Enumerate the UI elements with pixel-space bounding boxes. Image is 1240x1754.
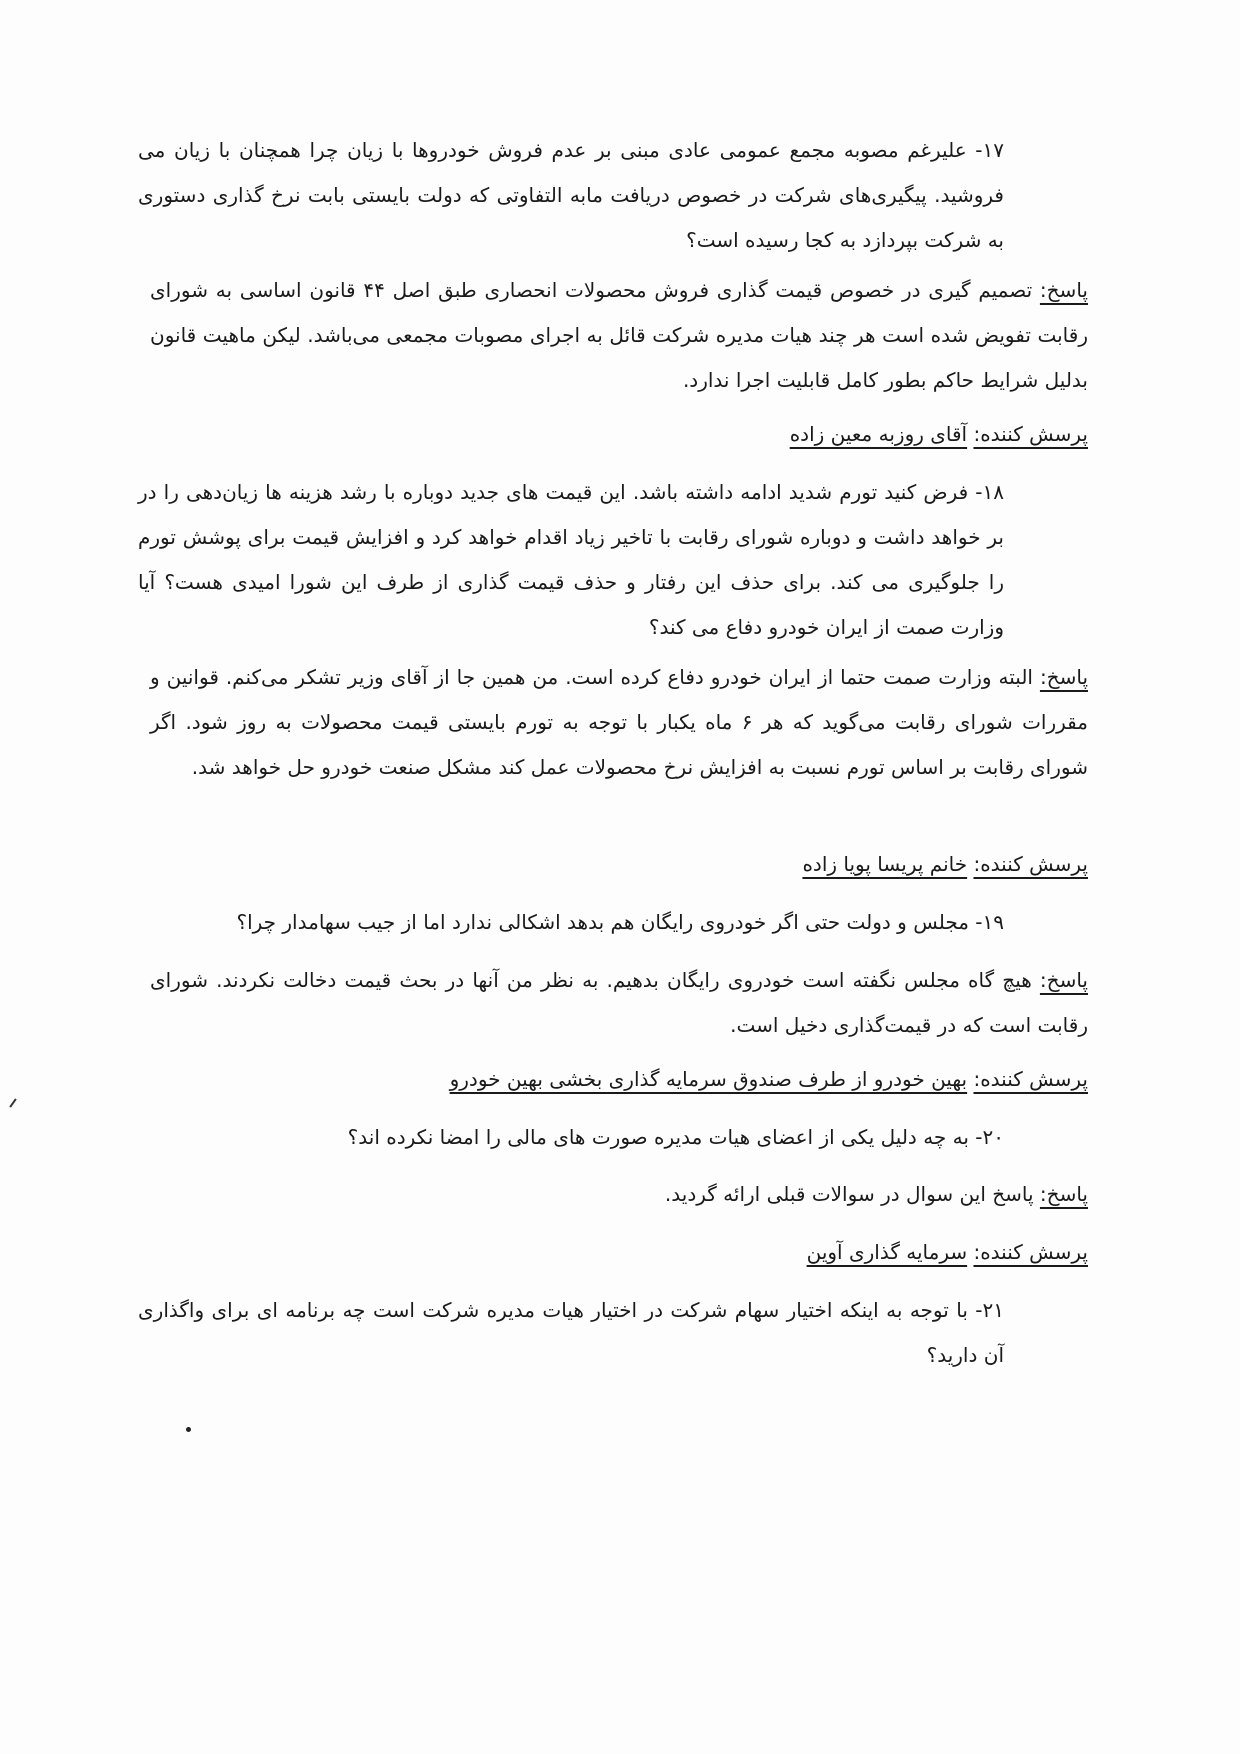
- question-17-text: ۱۷- علیرغم مصوبه مجمع عمومی عادی مبنی بر عدم فروش خودروها با زیان چرا همچنان با زیان می فروشید. پیگیری‌های شرکت در خصوص دریافت مابه التفاوتی که دولت بایستی بابت نرخ گذاری دستوری به شرکت بپردازد به کجا رسیده است؟: [138, 138, 1004, 252]
- questioner-18-name: آقای روزبه معین زاده: [789, 422, 968, 446]
- question-19: [138, 900, 1004, 945]
- question-20-text: ۲۰- به چه دلیل یکی از اعضای هیات مدیره صورت های مالی را امضا نکرده اند؟: [347, 1125, 1004, 1149]
- questioner-18: [150, 412, 1088, 457]
- questioner-20: [150, 1057, 1088, 1102]
- question-21: [138, 1288, 1004, 1378]
- question-19-text: ۱۹- مجلس و دولت حتی اگر خودروی رایگان هم بدهد اشکالی ندارد اما از جیب سهامدار چرا؟: [236, 910, 1004, 934]
- question-17: [138, 128, 1004, 263]
- scan-dot: [186, 1427, 191, 1432]
- questioner-label: پرسش کننده:: [973, 1240, 1088, 1264]
- question-20: [138, 1115, 1004, 1160]
- questioner-20-name: بهین خودرو از طرف صندوق سرمایه گذاری بخشی بهین خودرو: [449, 1067, 968, 1091]
- questioner-label: پرسش کننده:: [973, 852, 1088, 876]
- answer-17-text: تصمیم گیری در خصوص قیمت گذاری فروش محصولات انحصاری طبق اصل ۴۴ قانون اساسی به شورای رقابت تفویض شده است هر چند هیات مدیره شرکت قائل به اجرای مصوبات مجمعی می‌باشد. لیکن ماهیت قانون بدلیل شرایط حاکم بطور کامل قابلیت اجرا ندارد.: [150, 278, 1088, 392]
- questioner-label: پرسش کننده:: [973, 422, 1088, 446]
- answer-20-text: پاسخ این سوال در سوالات قبلی ارائه گردید.: [664, 1182, 1034, 1206]
- questioner-19-name: خانم پریسا پویا زاده: [802, 852, 968, 876]
- questioner-21-name: سرمایه گذاری آوین: [806, 1240, 968, 1264]
- answer-label: پاسخ:: [1039, 968, 1088, 992]
- answer-17: [150, 268, 1088, 403]
- answer-19: [150, 958, 1088, 1048]
- question-21-text: ۲۱- با توجه به اینکه اختیار سهام شرکت در اختیار هیات مدیره شرکت است چه برنامه ای برای واگذاری آن دارید؟: [138, 1298, 1004, 1367]
- questioner-21: [150, 1230, 1088, 1275]
- answer-18-text: البته وزارت صمت حتما از ایران خودرو دفاع کرده است. من همین جا از آقای وزیر تشکر می‌کنم. قوانین و مقررات شورای رقابت می‌گوید که هر ۶ ماه یکبار با توجه به تورم بایستی قیمت محصولات به روز شود. اگر شورای رقابت بر اساس تورم نسبت به افزایش نرخ محصولات عمل کند مشکل صنعت خودرو حل خواهد شد.: [150, 665, 1088, 779]
- answer-20: [150, 1172, 1088, 1217]
- answer-label: پاسخ:: [1039, 1182, 1088, 1206]
- answer-label: پاسخ:: [1039, 665, 1089, 689]
- questioner-label: پرسش کننده:: [973, 1067, 1088, 1091]
- scan-mark: [9, 1098, 16, 1107]
- answer-18: [150, 655, 1088, 790]
- question-18: [138, 470, 1004, 650]
- answer-19-text: هیچ گاه مجلس نگفته است خودروی رایگان بدهیم. به نظر من آنها در بحث قیمت دخالت نکردند. شورای رقابت است که در قیمت‌گذاری دخیل است.: [150, 968, 1088, 1037]
- question-18-text: ۱۸- فرض کنید تورم شدید ادامه داشته باشد. این قیمت های جدید دوباره با رشد هزینه ها زیان‌دهی را در بر خواهد داشت و دوباره شورای رقابت با تاخیر زیاد اقدام خواهد کرد و افزایش قیمت برای پوشش تورم را جلوگیری می کند. برای حذف این رفتار و حذف قیمت گذاری از طرف این شورا امیدی هست؟ آیا وزارت صمت از ایران خودرو دفاع می کند؟: [138, 480, 1004, 639]
- answer-label: پاسخ:: [1039, 278, 1088, 302]
- questioner-19: [150, 842, 1088, 887]
